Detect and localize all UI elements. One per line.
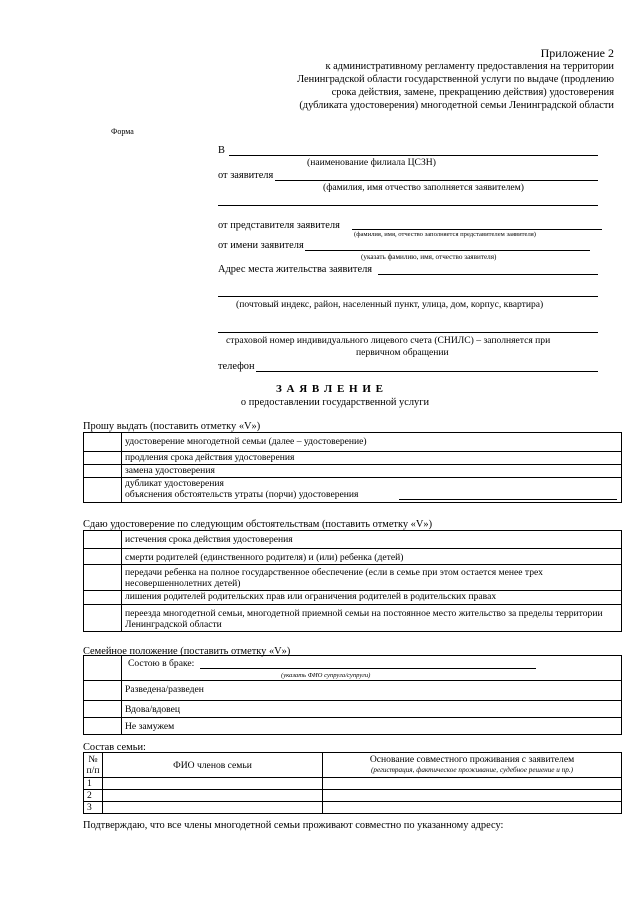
representative-caption: (фамилия, имя, отчество заполняется представителем заявителя)	[354, 231, 536, 238]
duplicate-explanation-label: объяснения обстоятельств утраты (порчи) удостоверения	[125, 489, 359, 500]
checkbox-cell[interactable]	[84, 478, 122, 503]
surrender-option: смерти родителей (единственного родителя) и (или) ребенка (детей)	[122, 549, 622, 565]
table-row[interactable]	[84, 790, 622, 802]
marital-label: Семейное положение (поставить отметку «V»)	[83, 646, 291, 657]
married-label: Состою в браке:	[128, 658, 195, 669]
checkbox-cell[interactable]	[84, 656, 122, 681]
representative-field-line[interactable]	[352, 229, 602, 230]
surrender-option: передачи ребенка на полное государственное обеспечение (если в семье при этом остается менее трех несовершеннолетних детей)	[122, 565, 622, 591]
branch-field-line[interactable]	[229, 155, 598, 156]
table-row[interactable]	[84, 565, 622, 591]
table-row[interactable]	[84, 778, 622, 790]
applicant-caption: (фамилия, имя отчество заполняется заявителем)	[323, 182, 524, 193]
table-row[interactable]	[84, 656, 622, 681]
member-name-cell[interactable]	[103, 778, 323, 790]
address-field-line[interactable]	[218, 296, 598, 297]
checkbox-cell[interactable]	[84, 531, 122, 549]
checkbox-cell[interactable]	[84, 549, 122, 565]
spouse-caption: (указать ФИО супруга/супруги)	[281, 672, 371, 679]
marital-option	[122, 656, 622, 681]
member-basis-cell[interactable]	[323, 802, 622, 814]
table-row[interactable]	[84, 452, 622, 465]
applicant-field-line-2[interactable]	[218, 205, 598, 206]
table-row[interactable]	[84, 802, 622, 814]
table-row[interactable]	[84, 478, 622, 503]
checkbox-cell[interactable]	[84, 605, 122, 632]
surrender-label: Сдаю удостоверение по следующим обстоятельствам (поставить отметку «V»)	[83, 519, 433, 530]
member-name-cell[interactable]	[103, 802, 323, 814]
to-prefix: В	[218, 145, 225, 156]
address-caption: (почтовый индекс, район, населенный пункт, улица, дом, корпус, квартира)	[236, 299, 544, 310]
family-table	[83, 752, 622, 814]
applicant-field-line[interactable]	[275, 180, 598, 181]
marital-option: Разведена/разведен	[122, 681, 622, 701]
table-row[interactable]	[84, 681, 622, 701]
appendix-title: Приложение 2	[540, 46, 614, 60]
table-header-row	[84, 753, 622, 778]
request-table	[83, 432, 622, 503]
on-behalf-caption: (указать фамилию, имя, отчество заявителя)	[361, 253, 497, 261]
request-option: продления срока действия удостоверения	[122, 452, 622, 465]
from-applicant-label: от заявителя	[218, 170, 274, 181]
phone-field-line[interactable]	[256, 371, 598, 372]
family-label: Состав семьи:	[83, 742, 146, 753]
checkbox-cell[interactable]	[84, 701, 122, 718]
checkbox-cell[interactable]	[84, 565, 122, 591]
form-label: Форма	[111, 127, 134, 136]
table-row[interactable]	[84, 433, 622, 452]
confirm-text: Подтверждаю, что все члены многодетной семьи проживают совместно по указанному адресу:	[83, 820, 504, 831]
table-row[interactable]	[84, 701, 622, 718]
header-line-4: (дубликата удостоверения) многодетной семьи Ленинградской области	[299, 100, 614, 111]
checkbox-cell[interactable]	[84, 718, 122, 735]
table-row[interactable]	[84, 605, 622, 632]
snils-field-line[interactable]	[218, 332, 598, 333]
marital-option: Вдова/вдовец	[122, 701, 622, 718]
request-label: Прошу выдать (поставить отметку «V»)	[83, 421, 261, 432]
col-name-header: ФИО членов семьи	[103, 753, 323, 778]
member-name-cell[interactable]	[103, 790, 323, 802]
request-option: замена удостоверения	[122, 465, 622, 478]
col-basis-header: Основание совместного проживания с заявителем (регистрация, фактическое проживание, судебное решение и пр.)	[323, 753, 622, 778]
header-line-1: к административному регламенту предоставления на территории	[325, 61, 614, 72]
duplicate-label: дубликат удостоверения	[125, 478, 224, 489]
marital-option: Не замужем	[122, 718, 622, 735]
on-behalf-field-line[interactable]	[305, 250, 590, 251]
table-row[interactable]	[84, 549, 622, 565]
surrender-option: истечения срока действия удостоверения	[122, 531, 622, 549]
surrender-table	[83, 530, 622, 632]
snils-caption-1: страховой номер индивидуального лицевого счета (СНИЛС) – заполняется при	[226, 335, 551, 346]
member-basis-cell[interactable]	[323, 778, 622, 790]
checkbox-cell[interactable]	[84, 452, 122, 465]
residence-label: Адрес места жительства заявителя	[218, 264, 373, 275]
phone-label: телефон	[218, 361, 255, 372]
checkbox-cell[interactable]	[84, 465, 122, 478]
snils-caption-2: первичном обращении	[356, 347, 449, 358]
marital-table	[83, 655, 622, 735]
row-number: 3	[84, 802, 103, 814]
branch-caption: (наименование филиала ЦСЗН)	[307, 157, 436, 168]
surrender-option: переезда многодетной семьи, многодетной приемной семьи на постоянное место жительство за пределы территории Ленинградской области	[122, 605, 622, 632]
col-basis-caption: (регистрация, фактическое проживание, судебное решение и пр.)	[370, 766, 574, 774]
table-row[interactable]	[84, 718, 622, 735]
checkbox-cell[interactable]	[84, 591, 122, 605]
statement-subtitle: о предоставлении государственной услуги	[240, 397, 430, 408]
table-row[interactable]	[84, 591, 622, 605]
member-basis-cell[interactable]	[323, 790, 622, 802]
row-number: 1	[84, 778, 103, 790]
surrender-option: лишения родителей родительских прав или ограничения родителей в родительских правах	[122, 591, 622, 605]
residence-field-line[interactable]	[378, 274, 598, 275]
from-representative-label: от представителя заявителя	[218, 220, 340, 231]
header-line-3: срока действия, замене, прекращению действия) удостоверения	[331, 87, 614, 98]
duplicate-explanation-line[interactable]	[399, 499, 617, 500]
col-number-header: № п/п	[84, 753, 103, 778]
header-line-2: Ленинградской области государственной услуги по выдаче (продлению	[297, 74, 614, 85]
row-number: 2	[84, 790, 103, 802]
spouse-name-line[interactable]	[200, 668, 536, 669]
request-option: удостоверение многодетной семьи (далее – удостоверение)	[122, 433, 622, 452]
checkbox-cell[interactable]	[84, 681, 122, 701]
table-row[interactable]	[84, 465, 622, 478]
statement-title: З А Я В Л Е Н И Е	[275, 383, 384, 395]
request-option	[122, 478, 622, 503]
table-row[interactable]	[84, 531, 622, 549]
checkbox-cell[interactable]	[84, 433, 122, 452]
on-behalf-label: от имени заявителя	[218, 240, 304, 251]
